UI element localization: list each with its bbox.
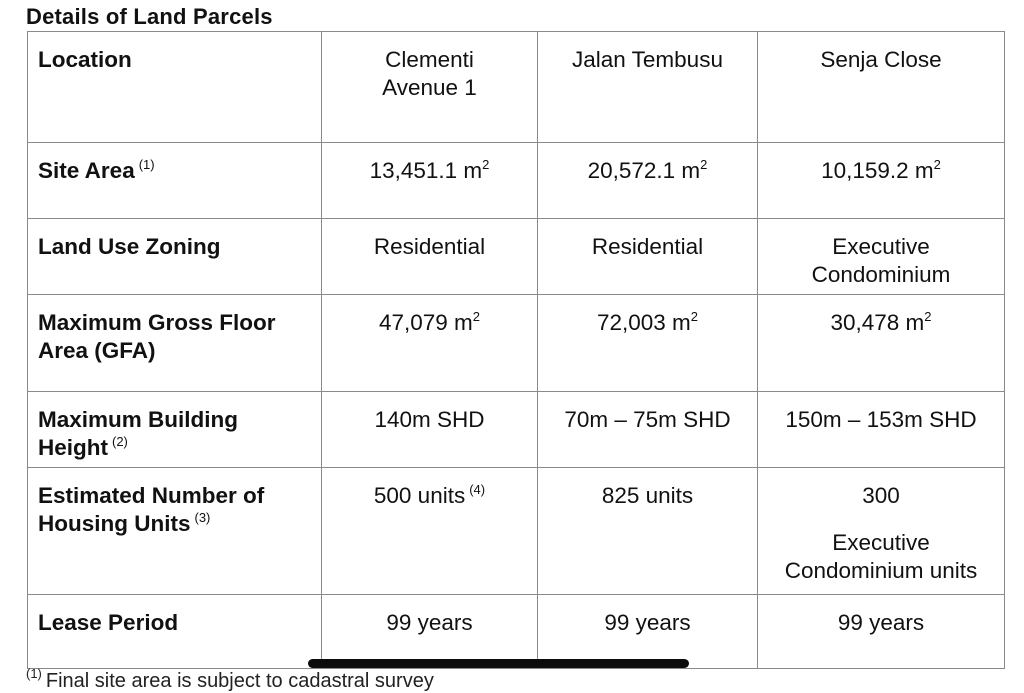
- table-cell: [322, 595, 538, 669]
- table-row-max-height: [28, 392, 1005, 468]
- gfa-label-line2: Area (GFA): [38, 338, 156, 363]
- height-label-line2: Height: [38, 435, 108, 460]
- lease-label: Lease Period: [38, 610, 179, 635]
- table-cell: [322, 468, 538, 595]
- row-label: [28, 392, 322, 468]
- footnote-ref: (3): [194, 510, 211, 525]
- footnote-ref: (4): [469, 482, 486, 497]
- cell-text: 500 units: [373, 483, 466, 508]
- table-cell: [538, 32, 758, 143]
- table-cell: [538, 392, 758, 468]
- row-label: [28, 32, 322, 143]
- cell-text: Residential: [373, 234, 486, 259]
- cell-text: Condominium: [811, 262, 951, 287]
- row-label: [28, 143, 322, 219]
- cell-text: 140m SHD: [374, 407, 485, 432]
- row-label: [28, 219, 322, 295]
- table-cell: [538, 295, 758, 392]
- table-cell: [322, 32, 538, 143]
- unit-superscript: 2: [924, 309, 932, 324]
- cell-text: 13,451.1 m: [369, 158, 483, 183]
- land-use-label: Land Use Zoning: [38, 234, 221, 259]
- cell-text: 300: [862, 483, 900, 508]
- cell-text: Avenue 1: [382, 75, 477, 100]
- location-label: Location: [38, 47, 132, 72]
- table-cell: [758, 143, 1005, 219]
- cell-text: Residential: [591, 234, 704, 259]
- table-row-site-area: [28, 143, 1005, 219]
- unit-superscript: 2: [482, 157, 490, 172]
- cell-text: 150m – 153m SHD: [785, 407, 977, 432]
- site-area-label: Site Area: [38, 158, 135, 183]
- table-cell: [758, 595, 1005, 669]
- unit-superscript: 2: [933, 157, 941, 172]
- units-label-line1: Estimated Number of: [38, 483, 265, 508]
- page-title: Details of Land Parcels: [26, 4, 273, 29]
- cell-text: 20,572.1 m: [587, 158, 701, 183]
- table-cell: [538, 143, 758, 219]
- row-label: [28, 295, 322, 392]
- height-label-line1: Maximum Building: [38, 407, 239, 432]
- cell-text: 825 units: [601, 483, 694, 508]
- cell-text: Condominium units: [784, 558, 978, 583]
- table-cell: [538, 595, 758, 669]
- cell-text: 99 years: [604, 610, 691, 635]
- cell-text: 47,079 m: [378, 310, 473, 335]
- table-row-location: [28, 32, 1005, 143]
- footnote-marker: (1): [26, 666, 42, 681]
- table-row-lease-period: [28, 595, 1005, 669]
- cell-text: Executive: [832, 530, 930, 555]
- table-cell: [758, 295, 1005, 392]
- unit-superscript: 2: [472, 309, 481, 324]
- table-row-max-gfa: [28, 295, 1005, 392]
- cell-text: 99 years: [837, 610, 925, 635]
- footnote-ref: (1): [138, 157, 155, 172]
- table-row-land-use: [28, 219, 1005, 295]
- units-label-line2: Housing Units: [38, 511, 191, 536]
- cell-text: Jalan Tembusu: [572, 47, 723, 72]
- cell-text: 30,478 m: [830, 310, 925, 335]
- cell-text: 10,159.2 m: [821, 158, 934, 183]
- table-cell: [758, 468, 1005, 595]
- cell-text: Clementi: [385, 47, 474, 72]
- table-cell: [538, 219, 758, 295]
- row-label: [28, 468, 322, 595]
- footnote-ref: (2): [112, 434, 128, 449]
- gfa-label-line1: Maximum Gross Floor: [38, 310, 276, 335]
- table-cell: [758, 32, 1005, 143]
- row-label: [28, 595, 322, 669]
- cell-text: 72,003 m: [596, 310, 691, 335]
- cell-text: Senja Close: [820, 47, 942, 72]
- cell-text: Executive: [832, 234, 930, 259]
- land-parcels-table: [27, 31, 1005, 669]
- cell-text: 70m – 75m SHD: [564, 407, 731, 432]
- table-cell: [758, 392, 1005, 468]
- table-row-housing-units: [28, 468, 1005, 595]
- table-cell: [322, 143, 538, 219]
- footnote-text: Final site area is subject to cadastral survey: [45, 670, 434, 692]
- unit-superscript: 2: [690, 309, 699, 324]
- table-cell: [322, 295, 538, 392]
- cell-text: 99 years: [386, 610, 473, 635]
- table-cell: [322, 392, 538, 468]
- home-indicator-bar[interactable]: [308, 659, 689, 668]
- unit-superscript: 2: [700, 157, 708, 172]
- table-cell: [538, 468, 758, 595]
- table-cell: [758, 219, 1005, 295]
- table-cell: [322, 219, 538, 295]
